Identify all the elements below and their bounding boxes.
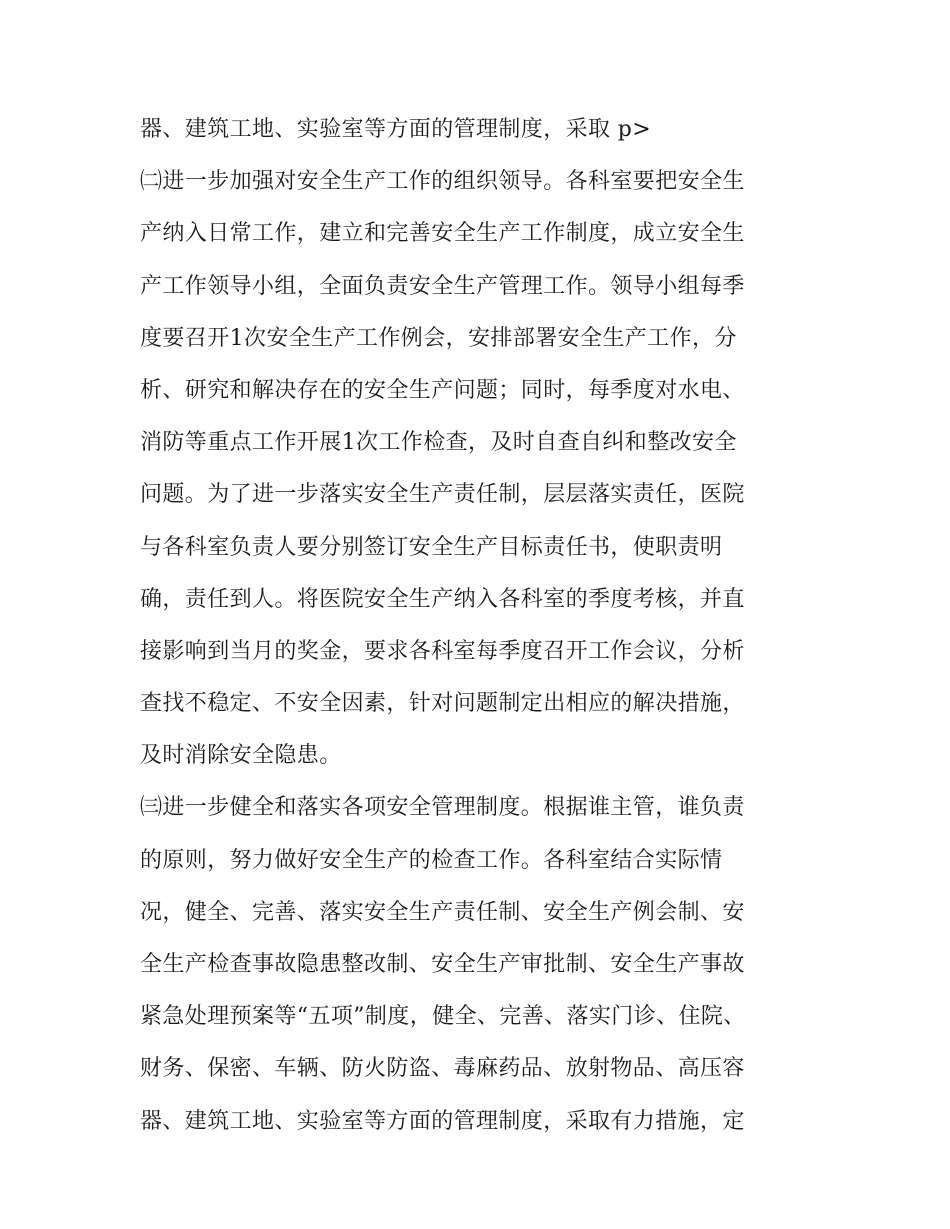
text-line: ㈢进一步健全和落实各项安全管理制度。根据谁主管，谁负责 <box>140 795 745 821</box>
text-line: 全生产检查事故隐患整改制、安全生产审批制、安全生产事故 <box>140 952 745 977</box>
text-line: 与各科室负责人要分别签订安全生产目标责任书，使职责明 <box>140 534 723 560</box>
text-line: 器、建筑工地、实验室等方面的管理制度，采取 p> <box>140 117 652 142</box>
text-line: 的原则，努力做好安全生产的检查工作。各科室结合实际情 <box>140 847 723 873</box>
text-line: 问题。为了进一步落实安全生产责任制，层层落实责任，医院 <box>140 482 745 508</box>
text-line: 器、建筑工地、实验室等方面的管理制度，采取有力措施，定 <box>140 1108 745 1134</box>
text-line: 及时消除安全隐患。 <box>140 743 342 769</box>
text-line: 消防等重点工作开展1次工作检查，及时自查自纠和整改安全 <box>140 430 737 456</box>
document-body <box>140 110 820 1154</box>
text-line: 确，责任到人。将医院安全生产纳入各科室的季度考核，并直 <box>140 586 745 612</box>
text-line: 查找不稳定、不安全因素，针对问题制定出相应的解决措施， <box>140 691 745 717</box>
text-line: 析、研究和解决存在的安全生产问题；同时，每季度对水电、 <box>140 377 745 403</box>
text-line: 财务、保密、车辆、防火防盗、毒麻药品、放射物品、高压容 <box>140 1056 745 1082</box>
text-line: 产工作领导小组，全面负责安全生产管理工作。领导小组每季 <box>140 273 745 299</box>
text-line: 产纳入日常工作，建立和完善安全生产工作制度，成立安全生 <box>140 221 745 247</box>
text-line: 度要召开1次安全生产工作例会，安排部署安全生产工作，分 <box>140 325 737 351</box>
text-line: 况，健全、完善、落实安全生产责任制、安全生产例会制、安 <box>140 899 745 925</box>
text-line: ㈡进一步加强对安全生产工作的组织领导。各科室要把安全生 <box>140 169 745 195</box>
text-line: 接影响到当月的奖金，要求各科室每季度召开工作会议，分析 <box>140 638 745 664</box>
text-line: 紧急处理预案等“五项”制度，健全、完善、落实门诊、住院、 <box>140 1004 746 1030</box>
